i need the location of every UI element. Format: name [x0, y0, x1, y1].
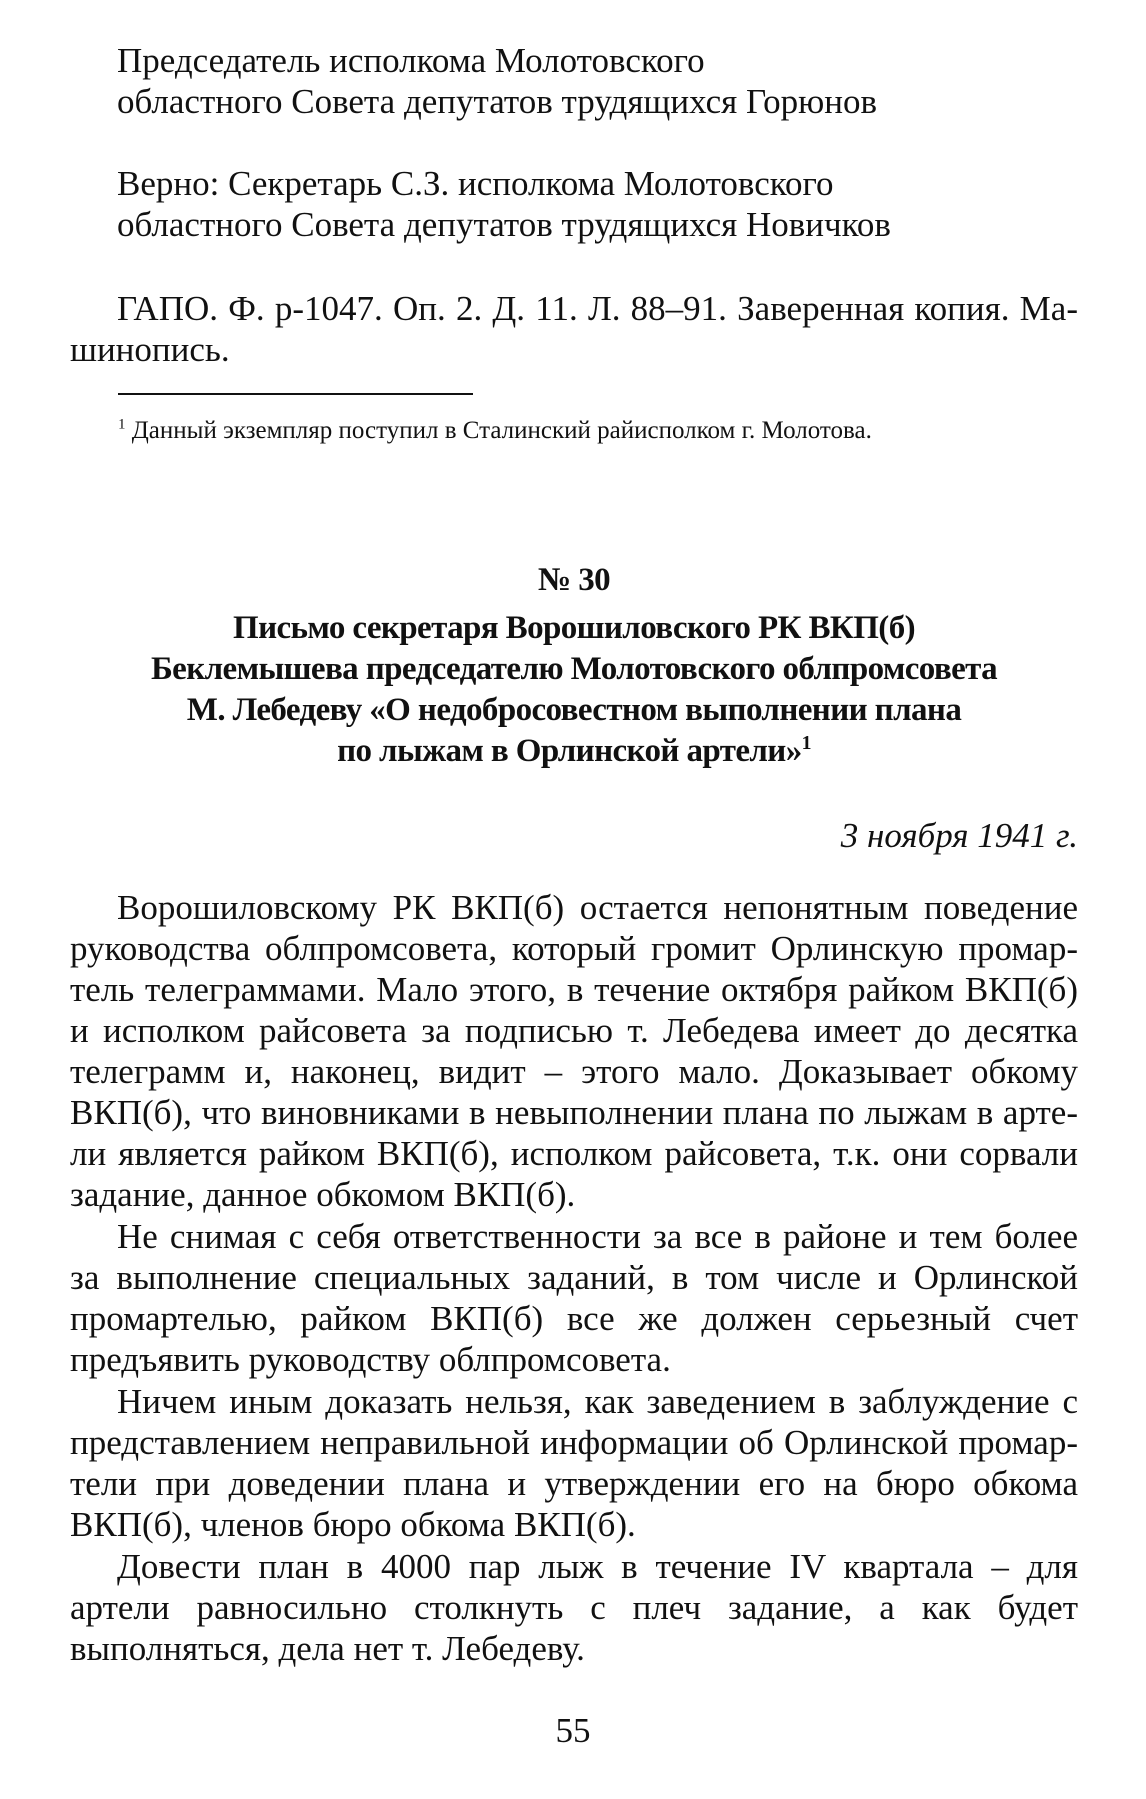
body-paragraph: Довести план в 4000 пар лыж в течение IV квартала – для артели равносильно столкнуть с плеч задание, а как будет выполняться, дела нет т. Лебедеву. — [70, 1547, 1078, 1668]
body-paragraph: Не снимая с себя ответственности за все в районе и тем более за выполнение специальных заданий, в том числе и Орлинской промартелью, райком ВКП(б) все же должен серьезный счет предъявить руководству облпромсовета. — [70, 1217, 1078, 1379]
body-paragraph: Ничем иным доказать нельзя, как заведением в заблуждение с представлением неправильной информации об Орлинской промартели при доведении плана и утверждении его на бюро обкома ВКП(б), членов бюро обкома ВКП(б). — [70, 1382, 1078, 1544]
footnote-divider — [118, 393, 473, 395]
footnote — [118, 416, 872, 446]
title-footnote-marker: 1 — [801, 732, 811, 754]
footnote-marker: 1 — [118, 416, 126, 433]
document-title-line: М. Лебедеву «О недобросовестном выполнении плана — [186, 692, 962, 728]
certified-line: Верно: Секретарь С.З. исполкома Молотовского — [117, 164, 834, 203]
signature-line: Председатель исполкома Молотовского — [117, 41, 705, 80]
letter-body — [70, 887, 1078, 1669]
footnote-text: Данный экземпляр поступил в Сталинский райисполком г. Молотова. — [131, 417, 872, 444]
document-date: 3 ноября 1941 г. — [840, 816, 1078, 855]
certified-line: областного Совета депутатов трудящихся Новичков — [117, 205, 891, 244]
chairman-signature — [117, 40, 877, 122]
archive-reference — [70, 288, 1078, 370]
document-number: № 30 — [537, 562, 610, 598]
signature-line: областного Совета депутатов трудящихся Горюнов — [117, 82, 878, 121]
body-paragraph: Ворошиловскому РК ВКП(б) остается непонятным поведение руководства облпромсовета, который громит Орлинскую промартель телеграммами. Мало этого, в течение октября райком ВКП(б) и исполком райсовета за подписью т. Лебедева имеет до десятка телеграмм и, наконец, видит – этого мало. Доказывает обкому ВКП(б), что виновниками в невыполнении плана по лыжам в артели является райком ВКП(б), исполком райсовета, т.к. они сорвали задание, данное обкомом ВКП(б). — [70, 888, 1078, 1214]
document-title-line-last — [70, 731, 1078, 772]
archive-reference-text: ГАПО. Ф. р-1047. Оп. 2. Д. 11. Л. 88–91. Заверенная копия. Машинопись. — [70, 289, 1078, 369]
document-heading — [70, 560, 1078, 772]
document-title-line: Беклемышева председателю Молотовского облпромсовета — [150, 651, 998, 687]
document-title-line: Письмо секретаря Ворошиловского РК ВКП(б) — [233, 610, 915, 646]
document-title-text: по лыжам в Орлинской артели» — [337, 733, 802, 769]
certified-copy-signature — [117, 163, 891, 245]
page-number: 55 — [555, 1711, 591, 1750]
